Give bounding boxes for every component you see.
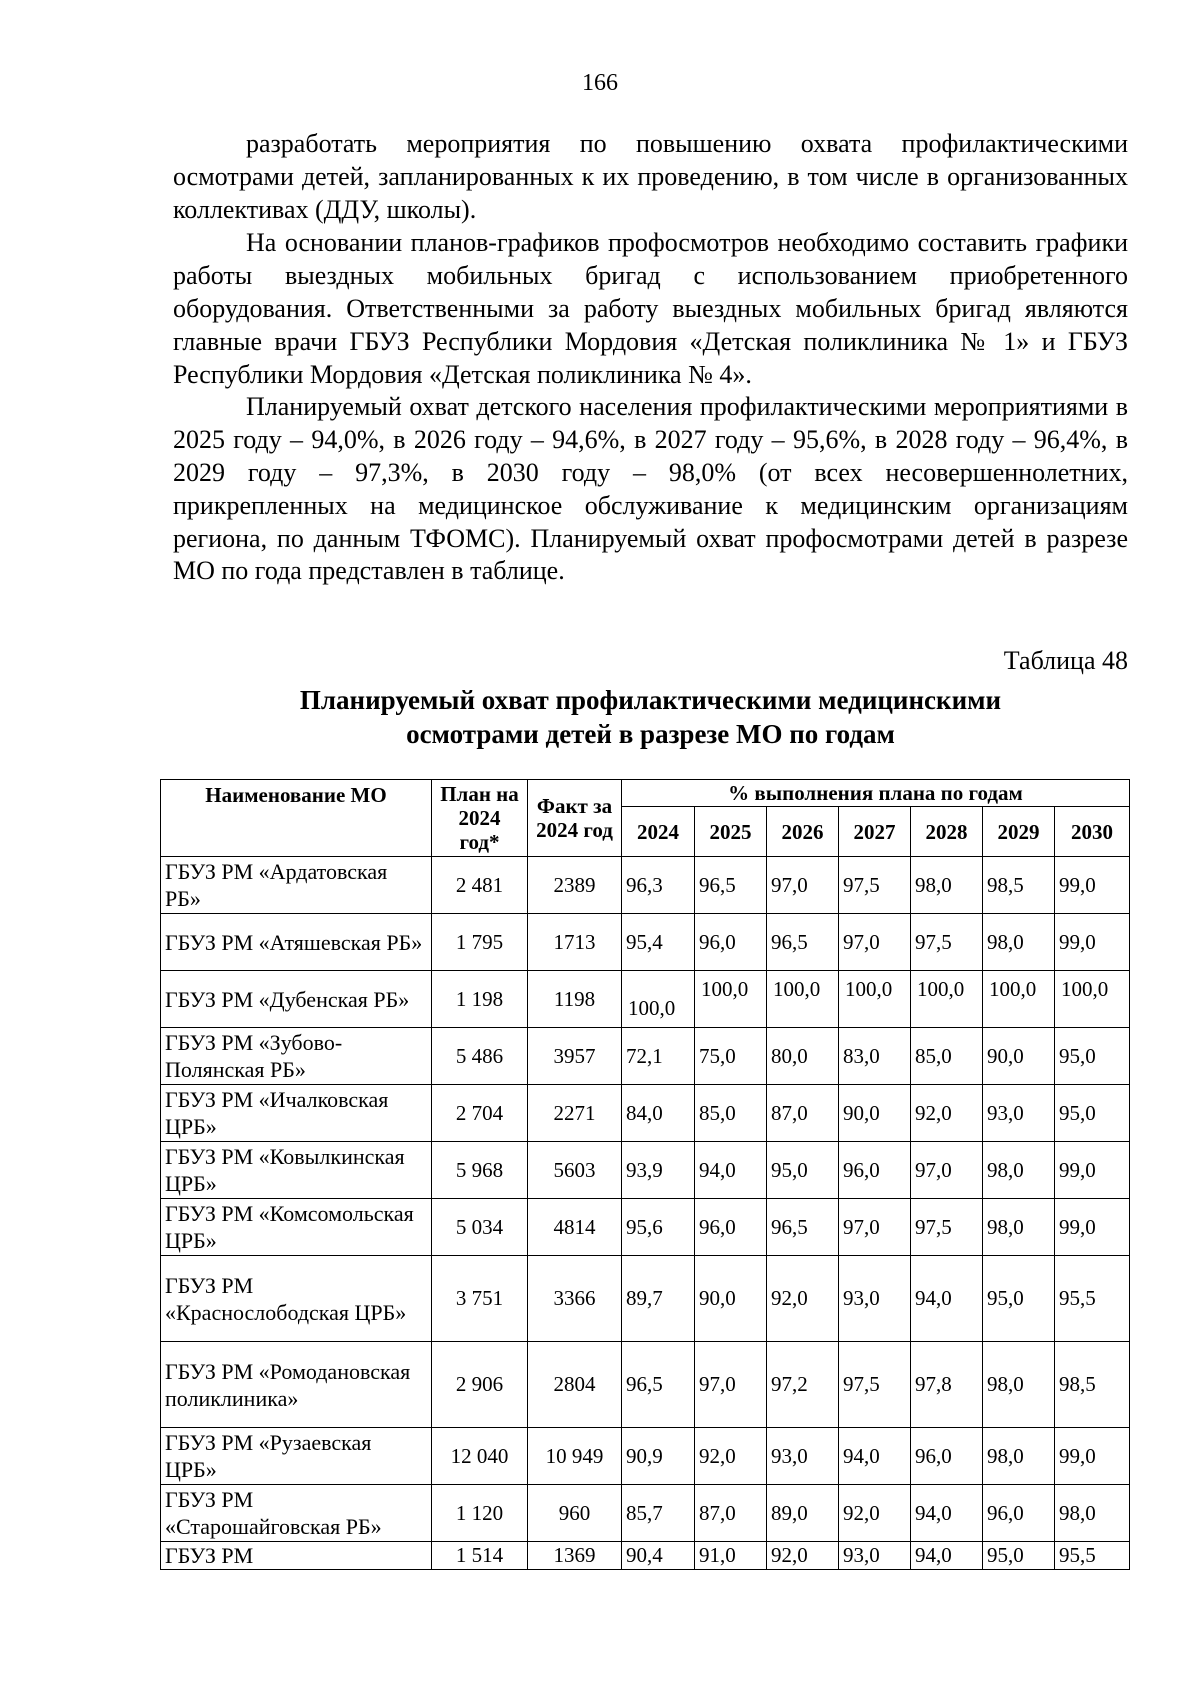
- paragraph: разработать мероприятия по повышению охвата профилактическими осмотрами детей, запланированных к их проведению, в том числе в организованных коллективах (ДДУ, школы).: [173, 129, 1128, 224]
- pct-cell: 97,0: [695, 1342, 767, 1428]
- header-plan: План на 2024 год*: [432, 780, 528, 857]
- pct-cell: 95,0: [1055, 1028, 1130, 1085]
- pct-cell: 96,5: [695, 857, 767, 914]
- page-number: 166: [582, 70, 618, 96]
- pct-cell: 93,9: [622, 1142, 695, 1199]
- pct-cell: 96,5: [622, 1342, 695, 1428]
- table-row: [161, 1428, 1130, 1485]
- fact-cell: 2389: [528, 857, 622, 914]
- table-title-line: осмотрами детей в разрезе МО по годам: [406, 719, 895, 749]
- plan-cell: 1 120: [432, 1485, 528, 1542]
- pct-cell: 90,4: [622, 1542, 695, 1570]
- plan-cell: 1 514: [432, 1542, 528, 1570]
- header-year: 2029: [983, 807, 1055, 857]
- pct-cell: 94,0: [911, 1256, 983, 1342]
- mo-name-cell: ГБУЗ РМ «Ардатовская РБ»: [161, 857, 432, 914]
- header-pct-group: % выполнения плана по годам: [622, 780, 1130, 807]
- pct-cell: 97,0: [767, 857, 839, 914]
- pct-cell: 100,0: [767, 971, 839, 1028]
- plan-cell: 5 486: [432, 1028, 528, 1085]
- pct-cell: 99,0: [1055, 857, 1130, 914]
- fact-cell: 1713: [528, 914, 622, 971]
- pct-cell: 96,5: [767, 1199, 839, 1256]
- pct-cell: 99,0: [1055, 1199, 1130, 1256]
- fact-cell: 3957: [528, 1028, 622, 1085]
- pct-cell: 80,0: [767, 1028, 839, 1085]
- body-text: [173, 128, 1128, 588]
- paragraph: На основании планов-графиков профосмотров необходимо составить графики работы выездных мобильных бригад с использованием приобретенного оборудования. Ответственными за работу выездных мобильных бригад являются главные врачи ГБУЗ Республики Мордовия «Детская поликлиника № 1» и ГБУЗ Республики Мордовия «Детская поликлиника № 4».: [173, 228, 1128, 389]
- mo-name-cell: ГБУЗ РМ «Дубенская РБ»: [161, 971, 432, 1028]
- pct-cell: 97,2: [767, 1342, 839, 1428]
- pct-cell: 87,0: [695, 1485, 767, 1542]
- header-year: 2024: [622, 807, 695, 857]
- mo-name-cell: ГБУЗ РМ «Атяшевская РБ»: [161, 914, 432, 971]
- fact-cell: 1369: [528, 1542, 622, 1570]
- pct-cell: 95,0: [767, 1142, 839, 1199]
- pct-cell: 84,0: [622, 1085, 695, 1142]
- pct-cell: 94,0: [911, 1542, 983, 1570]
- pct-cell: 98,0: [983, 914, 1055, 971]
- pct-cell: 100,0: [622, 971, 695, 1028]
- header-year: 2025: [695, 807, 767, 857]
- pct-cell: 95,5: [1055, 1542, 1130, 1570]
- header-year: 2030: [1055, 807, 1130, 857]
- paragraph: Планируемый охват детского населения профилактическими мероприятиями в 2025 году – 94,0%, в 2026 году – 94,6%, в 2027 году – 95,6%, в 2028 году – 96,4%, в 2029 году – 97,3%, в 2030 году – 98,0% (от всех несовершеннолетних, прикрепленных на медицинское обслуживание к медицинским организациям региона, по данным ТФОМС). Планируемый охват профосмотрами детей в разрезе МО по года представлен в таблице.: [173, 392, 1128, 586]
- mo-name-cell: ГБУЗ РМ «Ромодановская поликлиника»: [161, 1342, 432, 1428]
- pct-cell: 92,0: [767, 1256, 839, 1342]
- coverage-table: [160, 779, 1130, 1570]
- mo-name-cell: ГБУЗ РМ «Рузаевская ЦРБ»: [161, 1428, 432, 1485]
- fact-cell: 2271: [528, 1085, 622, 1142]
- header-fact: Факт за 2024 год: [528, 780, 622, 857]
- mo-name-cell: ГБУЗ РМ «Комсомольская ЦРБ»: [161, 1199, 432, 1256]
- pct-cell: 97,5: [839, 857, 911, 914]
- pct-cell: 100,0: [695, 971, 767, 1028]
- pct-cell: 99,0: [1055, 1142, 1130, 1199]
- plan-cell: 5 968: [432, 1142, 528, 1199]
- pct-cell: 72,1: [622, 1028, 695, 1085]
- mo-name-cell: ГБУЗ РМ «Краснослободская ЦРБ»: [161, 1256, 432, 1342]
- table-title-line: Планируемый охват профилактическими медицинскими: [299, 685, 1002, 715]
- pct-cell: 90,0: [695, 1256, 767, 1342]
- fact-cell: 960: [528, 1485, 622, 1542]
- plan-cell: 2 704: [432, 1085, 528, 1142]
- pct-cell: 89,0: [767, 1485, 839, 1542]
- pct-cell: 92,0: [767, 1542, 839, 1570]
- pct-cell: 94,0: [911, 1485, 983, 1542]
- pct-cell: 85,0: [695, 1085, 767, 1142]
- pct-cell: 98,0: [983, 1342, 1055, 1428]
- pct-cell: 96,0: [695, 914, 767, 971]
- pct-cell: 98,0: [983, 1428, 1055, 1485]
- pct-cell: 83,0: [839, 1028, 911, 1085]
- pct-cell: 97,5: [911, 1199, 983, 1256]
- pct-cell: 90,9: [622, 1428, 695, 1485]
- table-row: [161, 971, 1130, 1028]
- pct-cell: 98,0: [983, 1199, 1055, 1256]
- pct-cell: 99,0: [1055, 914, 1130, 971]
- header-name: Наименование МО: [161, 780, 432, 857]
- pct-cell: 97,0: [839, 914, 911, 971]
- pct-cell: 99,0: [1055, 1428, 1130, 1485]
- pct-cell: 85,7: [622, 1485, 695, 1542]
- pct-cell: 90,0: [983, 1028, 1055, 1085]
- plan-cell: 2 906: [432, 1342, 528, 1428]
- pct-cell: 96,5: [767, 914, 839, 971]
- header-year: 2026: [767, 807, 839, 857]
- plan-cell: 12 040: [432, 1428, 528, 1485]
- pct-cell: 95,0: [983, 1542, 1055, 1570]
- pct-cell: 95,4: [622, 914, 695, 971]
- table-row: [161, 1199, 1130, 1256]
- table-row: [161, 857, 1130, 914]
- fact-cell: 5603: [528, 1142, 622, 1199]
- mo-name-cell: ГБУЗ РМ «Зубово-Полянская РБ»: [161, 1028, 432, 1085]
- header-year: 2027: [839, 807, 911, 857]
- pct-cell: 95,5: [1055, 1256, 1130, 1342]
- pct-cell: 94,0: [695, 1142, 767, 1199]
- fact-cell: 1198: [528, 971, 622, 1028]
- pct-cell: 94,0: [839, 1428, 911, 1485]
- pct-cell: 92,0: [911, 1085, 983, 1142]
- table-row: [161, 1028, 1130, 1085]
- pct-cell: 89,7: [622, 1256, 695, 1342]
- pct-cell: 96,3: [622, 857, 695, 914]
- pct-cell: 100,0: [983, 971, 1055, 1028]
- pct-cell: 91,0: [695, 1542, 767, 1570]
- pct-cell: 95,0: [1055, 1085, 1130, 1142]
- table-row: [161, 1256, 1130, 1342]
- table-row: [161, 914, 1130, 971]
- pct-cell: 97,5: [839, 1342, 911, 1428]
- mo-name-cell: ГБУЗ РМ: [161, 1542, 432, 1570]
- pct-cell: 98,0: [911, 857, 983, 914]
- pct-cell: 98,5: [1055, 1342, 1130, 1428]
- table-row: [161, 1085, 1130, 1142]
- pct-cell: 98,0: [1055, 1485, 1130, 1542]
- pct-cell: 98,5: [983, 857, 1055, 914]
- pct-cell: 87,0: [767, 1085, 839, 1142]
- plan-cell: 1 198: [432, 971, 528, 1028]
- plan-cell: 1 795: [432, 914, 528, 971]
- pct-cell: 100,0: [839, 971, 911, 1028]
- fact-cell: 4814: [528, 1199, 622, 1256]
- plan-cell: 3 751: [432, 1256, 528, 1342]
- mo-name-cell: ГБУЗ РМ «Старошайговская РБ»: [161, 1485, 432, 1542]
- pct-cell: 97,0: [911, 1142, 983, 1199]
- pct-cell: 92,0: [695, 1428, 767, 1485]
- pct-cell: 85,0: [911, 1028, 983, 1085]
- fact-cell: 2804: [528, 1342, 622, 1428]
- fact-cell: 3366: [528, 1256, 622, 1342]
- pct-cell: 93,0: [839, 1542, 911, 1570]
- pct-cell: 92,0: [839, 1485, 911, 1542]
- table-caption: Таблица 48: [1003, 646, 1128, 675]
- table-row: [161, 1542, 1130, 1570]
- pct-cell: 93,0: [983, 1085, 1055, 1142]
- header-year: 2028: [911, 807, 983, 857]
- mo-name-cell: ГБУЗ РМ «Ковылкинская ЦРБ»: [161, 1142, 432, 1199]
- pct-cell: 97,5: [911, 914, 983, 971]
- pct-cell: 95,6: [622, 1199, 695, 1256]
- pct-cell: 96,0: [695, 1199, 767, 1256]
- pct-cell: 90,0: [839, 1085, 911, 1142]
- pct-cell: 93,0: [839, 1256, 911, 1342]
- pct-cell: 100,0: [911, 971, 983, 1028]
- table-title: [173, 683, 1128, 751]
- pct-cell: 98,0: [983, 1142, 1055, 1199]
- pct-cell: 100,0: [1055, 971, 1130, 1028]
- table-row: [161, 1142, 1130, 1199]
- pct-cell: 75,0: [695, 1028, 767, 1085]
- pct-cell: 95,0: [983, 1256, 1055, 1342]
- pct-cell: 97,8: [911, 1342, 983, 1428]
- plan-cell: 2 481: [432, 857, 528, 914]
- table-row: [161, 1342, 1130, 1428]
- mo-name-cell: ГБУЗ РМ «Ичалковская ЦРБ»: [161, 1085, 432, 1142]
- pct-cell: 96,0: [911, 1428, 983, 1485]
- pct-cell: 96,0: [839, 1142, 911, 1199]
- fact-cell: 10 949: [528, 1428, 622, 1485]
- pct-cell: 93,0: [767, 1428, 839, 1485]
- table-row: [161, 1485, 1130, 1542]
- pct-cell: 96,0: [983, 1485, 1055, 1542]
- plan-cell: 5 034: [432, 1199, 528, 1256]
- pct-cell: 97,0: [839, 1199, 911, 1256]
